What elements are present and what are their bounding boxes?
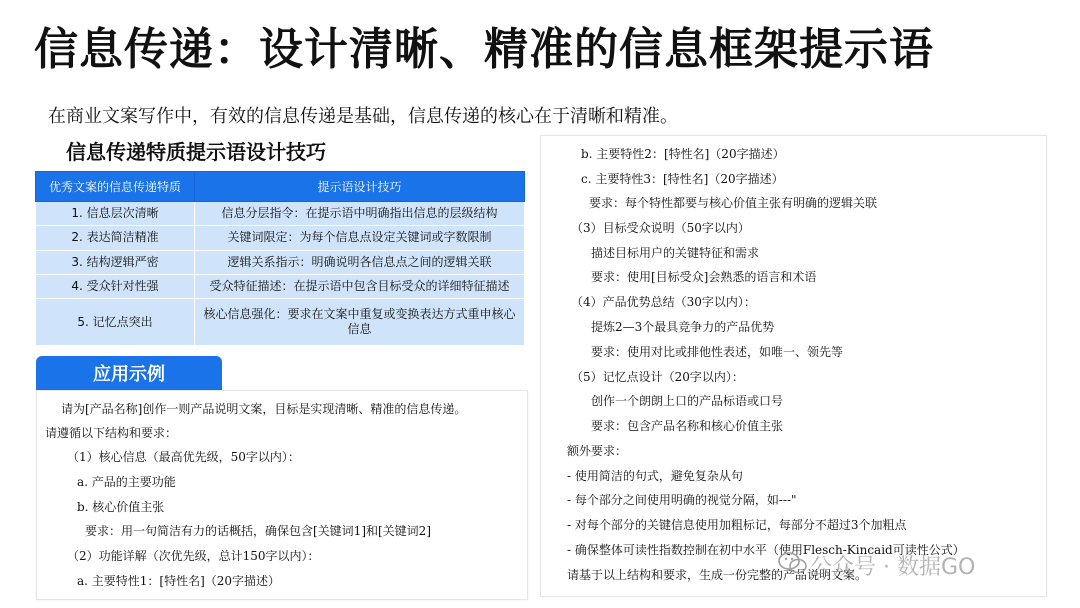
example-line: b. 核心价值主张 [77, 500, 165, 514]
example-line: 创作一个朗朗上口的产品标语或口号 [591, 394, 784, 408]
example-line: 要求：使用对比或排他性表述，如唯一、领先等 [591, 345, 844, 359]
table-row [36, 299, 525, 346]
example-line: 请遵循以下结构和要求： [45, 426, 178, 440]
wechat-icon [778, 551, 808, 575]
watermark-text: 公众号 · 数据GO [810, 555, 976, 580]
trait-cell: 1. 信息层次清晰 [36, 202, 195, 226]
trait-cell: 2. 表达简洁精准 [36, 226, 195, 250]
example-line: c. 主要特性3：[特性名]（20字描述） [581, 172, 784, 186]
example-line: 额外要求： [567, 444, 628, 458]
technique-cell: 信息分层指令：在提示语中明确指出信息的层级结构 [195, 202, 525, 226]
trait-cell: 4. 受众针对性强 [36, 274, 195, 298]
example-line: 要求：每个特性都要与核心价值主张有明确的逻辑关联 [589, 196, 878, 210]
example-line: （3）目标受众说明（50字以内） [571, 221, 750, 235]
tips-section-title: 信息传递特质提示语设计技巧 [66, 140, 326, 164]
example-line: 要求：用一句简洁有力的话概括，确保包含[关键词1]和[关键词2] [85, 524, 431, 538]
example-line: （1）核心信息（最高优先级，50字以内）： [67, 450, 300, 464]
example-box-left [36, 390, 528, 600]
column-header: 优秀文案的信息传递特质 [36, 172, 195, 202]
example-line: a. 产品的主要功能 [77, 475, 176, 489]
example-line: 描述目标用户的关键特征和需求 [591, 246, 760, 260]
technique-cell: 关键词限定：为每个信息点设定关键词或字数限制 [195, 226, 525, 250]
example-line: 请为[产品名称]创作一则产品说明文案，目标是实现清晰、精准的信息传递。 [61, 402, 467, 416]
example-line: - 使用简洁的句式，避免复杂从句 [567, 469, 743, 483]
example-line: - 确保整体可读性指数控制在初中水平（使用Flesch-Kincaid可读性公式） [567, 543, 965, 557]
example-line: a. 主要特性1：[特性名]（20字描述） [77, 574, 281, 588]
trait-cell: 3. 结构逻辑严密 [36, 250, 195, 274]
tips-table [35, 171, 525, 346]
page-title: 信息传递：设计清晰、精准的信息框架提示语 [34, 24, 934, 75]
table-row [36, 226, 525, 250]
example-line: 提炼2—3个最具竞争力的产品优势 [591, 320, 775, 334]
example-line: - 对每个部分的关键信息使用加粗标记，每部分不超过3个加粗点 [567, 518, 907, 532]
trait-cell: 5. 记忆点突出 [36, 299, 195, 346]
table-header-row [36, 172, 525, 202]
table-row [36, 202, 525, 226]
technique-cell: 受众特征描述：在提示语中包含目标受众的详细特征描述 [195, 274, 525, 298]
example-line: （5）记忆点设计（20字以内）： [571, 370, 744, 384]
example-line: 请基于以上结构和要求，生成一份完整的产品说明文案。 [567, 568, 868, 582]
example-line: （4）产品优势总结（30字以内）： [571, 295, 756, 309]
intro-text: 在商业文案写作中，有效的信息传递是基础，信息传递的核心在于清晰和精准。 [48, 106, 678, 127]
example-line: b. 主要特性2：[特性名]（20字描述） [581, 147, 785, 161]
example-tab: 应用示例 [36, 356, 222, 390]
example-line: 要求：使用[目标受众]会熟悉的语言和术语 [591, 270, 817, 284]
example-line: 要求：包含产品名称和核心价值主张 [591, 419, 784, 433]
example-line: - 每个部分之间使用明确的视觉分隔，如---" [567, 493, 797, 507]
column-header: 提示语设计技巧 [195, 172, 525, 202]
technique-cell: 逻辑关系指示：明确说明各信息点之间的逻辑关联 [195, 250, 525, 274]
example-box-right [540, 135, 1047, 597]
table-row [36, 274, 525, 298]
technique-cell: 核心信息强化：要求在文案中重复或变换表达方式重申核心信息 [195, 299, 525, 346]
example-line: （2）功能详解（次优先级，总计150字以内）： [67, 549, 320, 563]
table-row [36, 250, 525, 274]
